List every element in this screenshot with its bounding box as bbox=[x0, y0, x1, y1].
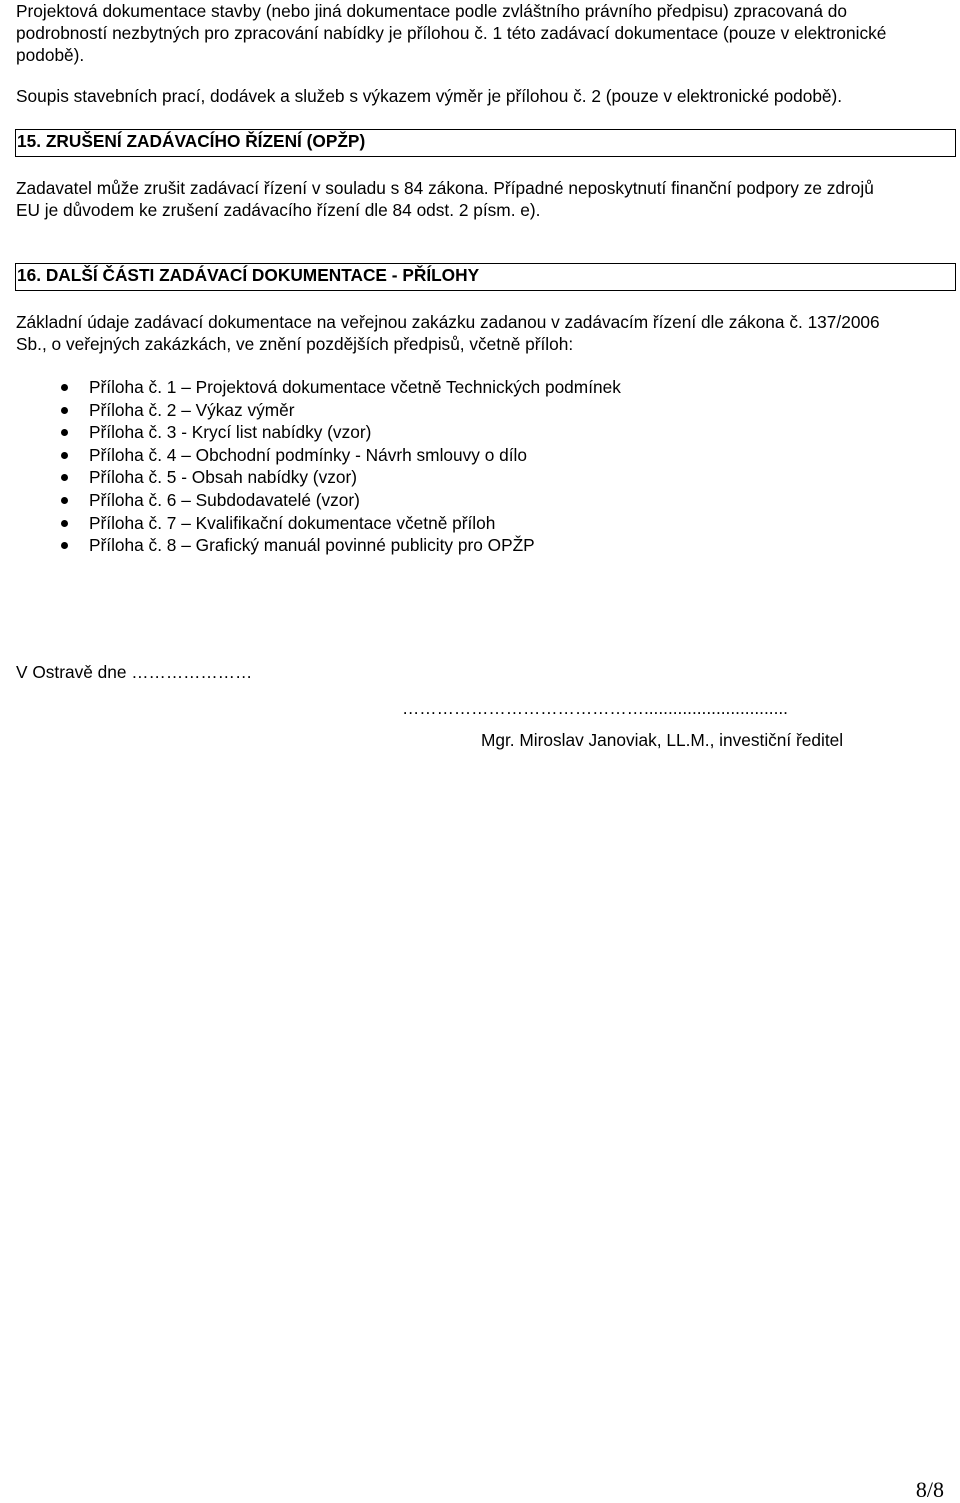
section-16-line-1: Základní údaje zadávací dokumentace na veřejnou zakázku zadanou v zadávacím řízení dle zákona č. 137/2006 bbox=[16, 312, 880, 332]
intro-line-3: podobě). bbox=[16, 45, 85, 65]
bullet-icon bbox=[61, 384, 68, 391]
place-date: V Ostravě dne ………………… bbox=[16, 662, 253, 682]
attachment-label: Příloha č. 3 - Krycí list nabídky (vzor) bbox=[89, 422, 372, 443]
section-16-paragraph bbox=[16, 311, 950, 355]
attachment-label: Příloha č. 7 – Kvalifikační dokumentace včetně příloh bbox=[89, 512, 496, 533]
attachment-label: Příloha č. 4 – Obchodní podmínky - Návrh smlouvy o dílo bbox=[89, 444, 527, 465]
section-16-line-2: Sb., o veřejných zakázkách, ve znění pozdějších předpisů, včetně příloh: bbox=[16, 334, 574, 354]
section-15-line-1: Zadavatel může zrušit zadávací řízení v souladu s 84 zákona. Případné neposkytnutí finanční podpory ze zdrojů bbox=[16, 178, 874, 198]
bullet-icon bbox=[61, 497, 68, 504]
bullet-icon bbox=[61, 407, 68, 414]
bullet-icon bbox=[61, 520, 68, 527]
signatory-name: Mgr. Miroslav Janoviak, LL.M., investiční ředitel bbox=[481, 730, 844, 750]
section-16-title: 16. DALŠÍ ČÁSTI ZADÁVACÍ DOKUMENTACE - PŘÍLOHY bbox=[17, 265, 480, 285]
section-15-line-2: EU je důvodem ke zrušení zadávacího řízení dle 84 odst. 2 písm. e). bbox=[16, 200, 541, 220]
bullet-icon bbox=[61, 542, 68, 549]
page-number: 8/8 bbox=[915, 1477, 944, 1502]
attachment-label: Příloha č. 5 - Obsah nabídky (vzor) bbox=[89, 467, 357, 488]
bullet-icon bbox=[61, 474, 68, 481]
intro-line-1: Projektová dokumentace stavby (nebo jiná dokumentace podle zvláštního právního předpisu) zpracovaná do bbox=[16, 1, 847, 21]
section-15-heading bbox=[15, 129, 956, 157]
section-15-title: 15. ZRUŠENÍ ZADÁVACÍHO ŘÍZENÍ (OPŽP) bbox=[17, 131, 366, 151]
intro-line-2: podrobností nezbytných pro zpracování nabídky je přílohou č. 1 této zadávací dokumentace (pouze v elektronické bbox=[16, 23, 887, 43]
attachment-label: Příloha č. 8 – Grafický manuál povinné publicity pro OPŽP bbox=[89, 535, 535, 556]
soupis-paragraph bbox=[16, 85, 950, 107]
bullet-icon bbox=[61, 429, 68, 436]
intro-paragraph bbox=[16, 0, 950, 66]
attachment-label: Příloha č. 2 – Výkaz výměr bbox=[89, 399, 295, 420]
signature-line: …………………………………….............................. bbox=[402, 698, 788, 718]
attachment-label: Příloha č. 6 – Subdodavatelé (vzor) bbox=[89, 489, 360, 510]
bullet-icon bbox=[61, 452, 68, 459]
attachment-label: Příloha č. 1 – Projektová dokumentace včetně Technických podmínek bbox=[89, 377, 621, 397]
soupis-line: Soupis stavebních prací, dodávek a služeb s výkazem výměr je přílohou č. 2 (pouze v elektronické podobě). bbox=[16, 86, 843, 106]
section-16-heading bbox=[15, 263, 956, 291]
section-15-paragraph bbox=[16, 177, 950, 221]
